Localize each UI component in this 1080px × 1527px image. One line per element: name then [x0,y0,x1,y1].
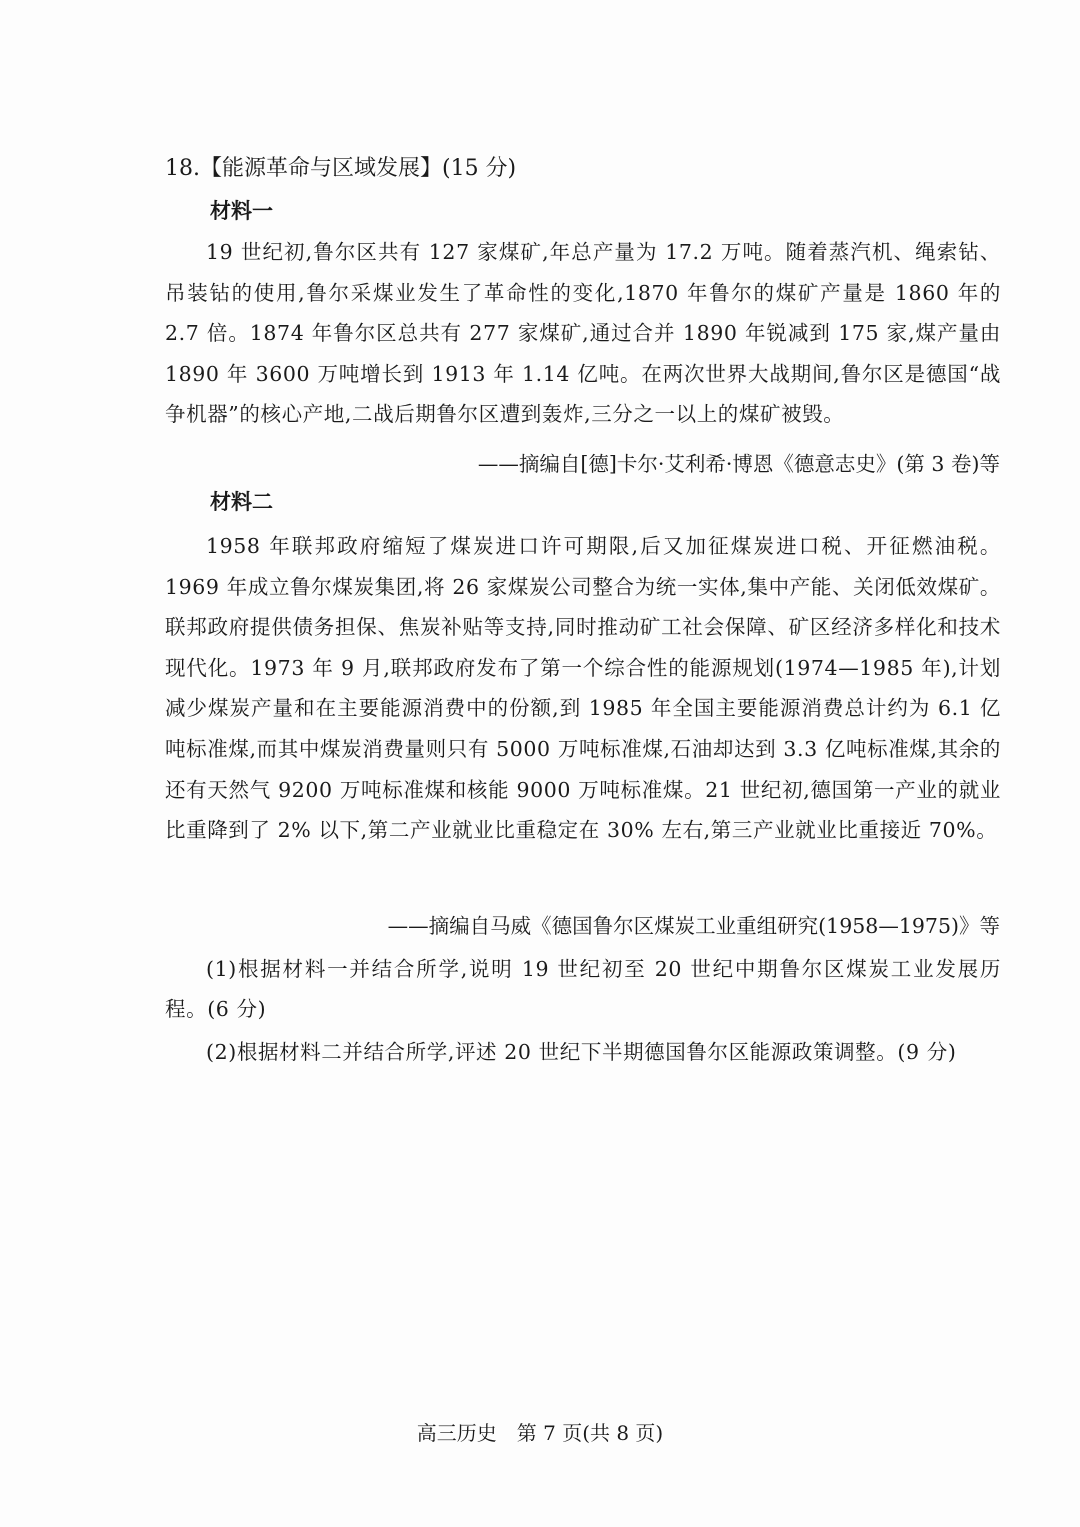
material-1-heading: 材料一 [210,199,273,223]
material-2-heading: 材料二 [210,490,273,514]
material-1-text: 19 世纪初,鲁尔区共有 127 家煤矿,年总产量为 17.2 万吨。随着蒸汽机、绳索钻、吊装钻的使用,鲁尔采煤业发生了革命性的变化,1870 年鲁尔的煤矿产量是 1860 年的 2.7 倍。1874 年鲁尔区总共有 277 家煤矿,通过合并 1890 年锐减到 175 家,煤产量由 1890 年 3600 万吨增长到 1913 年 1.14 亿吨。在两次世界大战期间,鲁尔区是德国“战争机器”的核心产地,二战后期鲁尔区遭到轰炸,三分之一以上的煤矿被毁。 [165,240,1001,427]
material-2-text: 1958 年联邦政府缩短了煤炭进口许可期限,后又加征煤炭进口税、开征燃油税。1969 年成立鲁尔煤炭集团,将 26 家煤炭公司整合为统一实体,集中产能、关闭低效煤矿。联邦政府提供债务担保、焦炭补贴等支持,同时推动矿工社会保障、矿区经济多样化和技术现代化。1973 年 9 月,联邦政府发布了第一个综合性的能源规划(1974—1985 年),计划减少煤炭产量和在主要能源消费中的份额,到 1985 年全国主要能源消费总计约为 6.1 亿吨标准煤,而其中煤炭消费量则只有 5000 万吨标准煤,石油却达到 3.3 亿吨标准煤,其余的还有天然气 9200 万吨标准煤和核能 9000 万吨标准煤。21 世纪初,德国第一产业的就业比重降到了 2% 以下,第二产业就业比重稳定在 30% 左右,第三产业就业比重接近 70%。 [165,534,1001,843]
material-1-source: ——摘编自[德]卡尔·艾利希·博恩《德意志史》(第 3 卷)等 [477,452,1000,476]
sub-question-1: (1)根据材料一并结合所学,说明 19 世纪初至 20 世纪中期鲁尔区煤炭工业发展历程。(6 分) [165,957,1001,1021]
page-footer: 高三历史 第 7 页(共 8 页) [416,1421,664,1445]
material-2-source: ——摘编自马威《德国鲁尔区煤炭工业重组研究(1958—1975)》等 [387,914,1000,938]
question-title: 18.【能源革命与区域发展】(15 分) [165,156,517,181]
sub-question-2: (2)根据材料二并结合所学,评述 20 世纪下半期德国鲁尔区能源政策调整。(9 分) [206,1040,957,1064]
